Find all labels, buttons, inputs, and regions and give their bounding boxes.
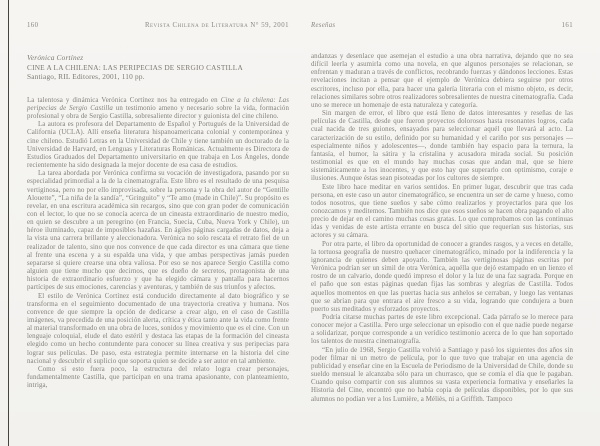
book-citation	[27, 53, 289, 82]
paragraph-text: La talentosa y dinámica Verónica Cortínez nos ha entregado en	[27, 96, 221, 104]
right-page-body	[311, 53, 573, 404]
left-page-number: 160	[27, 22, 39, 29]
left-page	[27, 22, 289, 390]
section-running-title: Reseñas	[311, 22, 336, 29]
review-paragraph: Este libro hace meditar en varios sentidos. En primer lugar, descubrir que tras cada persona, en este caso un autor cinematográfico, se encuentra un ser de carne y hueso, como todos nosotros, que tiene sueños y sabe cómo realizarlos y proyectarlos para que los conozcamos y meditemos. También nos dice que esos sueños se hacen obra pagando el alto precio de dejar en el camino muchas cosas gratas. Lo que comprobamos con las continuas idas y venidas de este artista errante en busca del sitio que requerían sus historias, sus actores y su cámara.	[311, 183, 573, 240]
right-running-header	[311, 22, 573, 32]
citation-book-title: CINE A LA CHILENA: LAS PERIPECIAS DE SERGIO CASTILLA	[27, 62, 243, 72]
inline-book-title: Cine a la chilena: Las peripecias de Sergio Castilla	[27, 96, 290, 112]
review-paragraph: “En julio de 1968, Sergio Castilla volvió a Santiago y pasó los siguientes dos años sin poder filmar ni un metro de película, por lo que tuvo que trabajar en una agencia de publicidad y enseñar cine en la Escuela de Periodismo de la Universidad de Chile, donde su sueldo mensual le alcanzaba sólo para un churrasco, que se comía el día que le pagaban. Cuando quiso compartir con sus alumnos su vasta experiencia formativa y enseñarles la Historia del Cine, encontró que no había copia de películas disponibles, por lo que sus alumnos no podían ver a los Lumière, a Méliès, ni a Griffith. Tampoco	[311, 346, 573, 403]
review-paragraph: andanzas y desenlace que asemejan el estudio a una obra narrativa, dejando que no sea difícil leerla y asumirla como una novela, en que algunos personajes se relacionan, se enfrentan y maduran a través de conflictos, recobrando fuerzas y dándonos lecciones. Estas revelaciones incitan a pensar que el ejemplo de Verónica debiera seguirse por otros escritores, incluso por ella, para hacer una galería literaria con el mismo objeto, es decir, relaciones similares sobre otros realizadores sobresalientes de nuestra cinematografía. Cada uno se merece un homenaje de esta naturaleza y categoría.	[311, 53, 573, 109]
review-paragraph: Sin margen de error, el libro que está lleno de datos interesantes y reseñas de las películas de Castilla, desde que fueron proyectos dolorosos hasta resonantes logros, cada cual nacida de tres guiones, ensayados para seleccionar aquél que llevará al acto. La caracterización de su estilo, definido por su humanidad y el cariño por sus personajes —especialmente niños y adolescentes—, donde también hay espacio para la ternura, la fantasía, el humor, la sátira y la cristalina y acusadora mirada social. Su posición testimonial es que en el mundo hay muchas cosas que andan mal, que se hiere sistemáticamente a los inocentes, y que esto hay que superarlo con optimismo, coraje e ilusiones. Aunque éstas sean pisoteadas por los cultores de siempre.	[311, 110, 573, 183]
review-paragraph: Podría citarse muchas partes de este libro excepcional. Cada párrafo se lo merece para conocer mejor a Castilla. Pero urge seleccionar un episodio con el que nadie puede negarse a solidarizar, porque corresponde a un verídico testimonio acerca de lo que han soportado los talentos de nuestra cinematografía.	[311, 314, 573, 346]
right-page-number: 161	[561, 22, 573, 29]
citation-imprint: Santiago, RIL Editores, 2001, 110 pp.	[27, 72, 145, 82]
review-paragraph: El estilo de Verónica Cortínez está conducido directamente al dato biográfico y se transforma en el seguimiento documentado de una trayectoria creativa y humana. Nos convence de que siempre la opción de dedicarse a crear algo, en el caso de Castilla imágenes, va precedida de una posición alerta, crítica y ética tanto ante la vida como frente al material transformado en una obra de luces, sonidos y movimiento que es el cine. Con un lenguaje coloquial, elude el dato estéril y destaca las etapas de la formación del cineasta elegido como un hecho contundente para conocer su línea creativa y sus peripecias para lograr sus películas. De paso, esta estrategia permite internarse en la historia del cine nacional y descubrir el suplicio que soporta quien se decide a ser autor en tal ambiente.	[27, 292, 289, 365]
right-page	[311, 22, 573, 404]
review-paragraph	[27, 97, 289, 121]
citation-author: Verónica Cortínez	[27, 53, 84, 62]
review-paragraph: Como si esto fuera poco, la estructura del relato logra crear personajes, fundamentalmente Castilla, que participan en una trama apasionante, con planteamiento, intriga,	[27, 365, 289, 390]
journal-running-title: Revista Chilena de Literatura N° 59, 2001	[144, 22, 289, 29]
review-paragraph: Por otra parte, el libro da oportunidad de conocer a grandes rasgos, y a veces en detalle, la tortuosa geografía de nuestro quehacer cinematográfico, minado por la indiferencia y la ignorancia de quienes deben apoyarlo. También las vertiginosas páginas escritas por Verónica podrían ser un símil de otra Verónica, aquélla que dejó estampado en un lienzo el rostro de un calvario, donde quedó impreso el dolor y la luz de una faz sagrada. Porque en el paño que son estas páginas quedan fijas las sombras y alegrías de Castilla. Todos aquellos momentos en que las puertas hacia sus anhelos se cerraban, y luego las ventanas que se abrían para que entrara el aire fresco a su vida, logrando que condujera a buen puerto sus meditados y esforzados proyectos.	[311, 240, 573, 313]
paragraph-text: un testimonio ameno y necesario sobre la vida, formación profesional y obra de Sergio Castilla, sobresaliente director y guionista del cine chileno.	[27, 104, 289, 121]
left-page-body	[27, 97, 289, 391]
review-paragraph: La autora es profesora del Departamento de Español y Portugués de la Universidad de California (UCLA). Allí enseña literatura hispanoamericana colonial y contemporánea y cine chileno. Estudió Letras en la Universidad de Chile y tiene también un doctorado de la Universidad de Harvard, en Lenguas y Literaturas Románicas. Actualmente es Directora de Estudios Graduados del Departamento universitario en que trabaja en Los Ángeles, donde recientemente ha sido designada la mejor docente de esa casa de estudios.	[27, 121, 289, 170]
left-running-header	[27, 22, 289, 32]
scan-edge-line	[8, 0, 9, 446]
review-paragraph: La tarea abordada por Verónica confirma su vocación de investigadora, pasando por su especialidad primordial a la de la cinematografía. Este libro es el resultado de una pesquisa vertiginosa, pero no por ello improvisada, sobre la persona y la obra del autor de “Gentille Alouette”, “La niña de la sandía”, “Gringuito” y “Te amo (made in Chile)”. Su propósito es revelar, en una escritura académica sin recargos, sino que con gran poder de comunicación con el lector, lo que no se conocía acerca de un cineasta extraordinario de nuestro medio, en quien se descubre a un peregrino (en Francia, Suecia, Cuba, Nueva York y Chile), un héroe iluminado, capaz de imposibles hazañas. En ágiles páginas cargadas de datos, deja a la vista una carrera brillante y aleccionadora. Verónica no solo rescata el retrato fiel de un realizador de talento, sino que nos convence de que cada director es una cámara que tiene al frente una escena y a su espalda una vida, y que ambas perspectivas jamás pueden separarse si quiere crearse una obra valiosa. Por eso se nos aparece Sergio Castilla como alguien que tiene mucho que decirnos, que es dueño de secretos, protagonista de una historia de extraordinario esfuerzo y que ha elegido cámara y pantalla para hacernos partícipes de sus emociones, carencias y aventuras, y también de sus triunfos y afectos.	[27, 170, 289, 292]
